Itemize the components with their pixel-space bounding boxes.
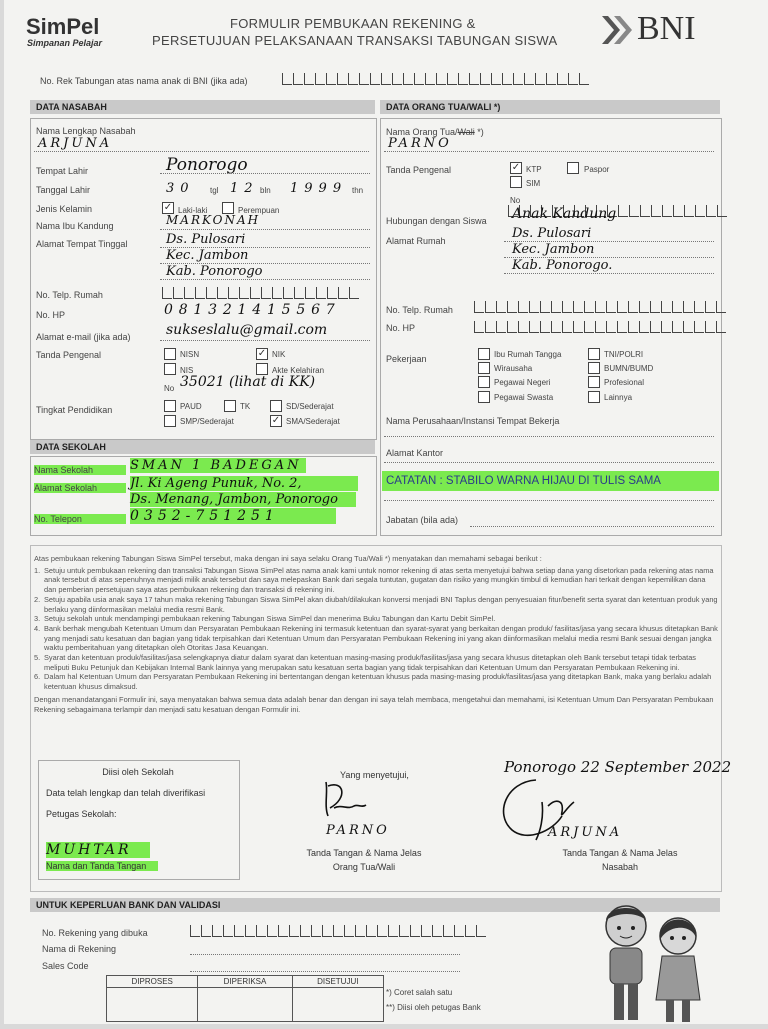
account-number-cells[interactable] [282,72,590,90]
terms-text [34,554,719,714]
parent-sign-caption-2: Orang Tua/Wali [332,862,396,872]
parent-name-value[interactable]: PARNO [388,136,452,151]
terms-item: 1. Setuju untuk pembukaan rekening dan transaksi Tabungan Siswa SimPel atas nama anak kami untuk nomor rekening di atas serta menyetujui bahwa setiap dana yang disetorkan pada rekening atas nama anak tersebut di atas sepenuhnya menjadi milik anak tersebut dan saya melepaskan Bank dari segala tuntutan, gugatan dan risiko yang mungkin timbul di kemudian hari terkait dengan kepemilikan dana dan pemberian persetujuan saya atas pembukaan rekening dan transaksi di rekening ini. [34,566,719,595]
parent-hp-label: No. HP [386,323,416,333]
job-lainnya-label: Lainnya [604,393,633,402]
parent-signature [314,778,374,824]
mother-name-label: Nama Ibu Kandung [36,221,114,231]
student-sign-caption-2: Nasabah [601,862,639,872]
edu-paud-checkbox[interactable] [164,400,176,412]
parent-name-label-prefix: Nama Orang Tua/ [386,127,458,137]
position-line [470,526,714,527]
parent-address-line3[interactable]: Kab. Ponorogo. [512,258,613,273]
job-bumn-checkbox[interactable] [588,362,600,374]
company-line [384,436,714,437]
email-value[interactable]: sukseslalu@gmail.com [166,322,328,338]
school-officer-label: Petugas Sekolah: [46,809,117,819]
edu-smp-label: SMP/Sederajat [180,417,234,426]
job-pegawai-swasta-label: Pegawai Swasta [494,393,554,402]
company-label: Nama Perusahaan/Instansi Tempat Bekerja [386,416,560,426]
job-label: Pekerjaan [386,354,427,364]
simpel-logo: SimPel [26,14,100,39]
school-name-label: Nama Sekolah [34,465,126,475]
student-printed-name[interactable]: ARJUNA [548,825,623,840]
edu-sma-label: SMA/Sederajat [286,417,340,426]
parent-id-ktp-label: KTP [526,165,542,174]
job-tni-polri-checkbox[interactable] [588,348,600,360]
agree-label: Yang menyetujui, [340,770,409,780]
col-diproses: DIPROSES [107,976,198,988]
edu-sd-checkbox[interactable] [270,400,282,412]
birth-year-value[interactable]: 1999 [290,181,348,196]
address-line3[interactable]: Kab. Ponorogo [166,264,263,279]
students-illustration [584,900,714,1024]
address-dotline-2 [160,263,370,264]
school-phone-label: No. Telepon [34,514,126,524]
parent-printed-name[interactable]: PARNO [326,823,390,838]
footnote-2: **) Diisi oleh petugas Bank [386,1003,481,1012]
gender-male-label: Laki-laki [178,206,208,215]
section-header-bank: UNTUK KEPERLUAN BANK DAN VALIDASI [30,898,720,912]
address-line1[interactable]: Ds. Pulosari [166,232,246,247]
address-dotline-1 [160,247,370,248]
parent-home-phone-label: No. Telp. Rumah [386,305,453,315]
parent-id-sim-checkbox[interactable] [510,176,522,188]
year-unit: thn [352,186,364,195]
simpel-logo-subtitle: Simpanan Pelajar [27,38,103,48]
student-sign-caption-1: Tanda Tangan & Nama Jelas [562,848,678,858]
job-wirausaha-checkbox[interactable] [478,362,490,374]
birth-month-value[interactable]: 12 [230,181,259,196]
school-box-verified: Data telah lengkap dan telah diverifikasi [46,788,206,798]
email-label: Alamat e-mail (jika ada) [36,332,131,342]
id-nik-checkbox[interactable]: ✓ [257,348,267,359]
month-unit: bln [260,186,271,195]
parent-id-paspor-checkbox[interactable] [567,162,579,174]
office-address-label: Alamat Kantor [386,448,444,458]
edu-sma-checkbox[interactable]: ✓ [271,415,281,426]
job-pegawai-swasta-checkbox[interactable] [478,391,490,403]
relation-label: Hubungan dengan Siswa [386,216,487,226]
id-akte-label: Akte Kelahiran [272,366,325,375]
birthdate-label: Tanggal Lahir [36,185,91,195]
hp-label: No. HP [36,310,66,320]
id-nis-checkbox[interactable] [164,363,176,375]
job-bumn-label: BUMN/BUMD [604,364,654,373]
mother-name-value[interactable]: MARKONAH [166,213,261,227]
terms-intro: Atas pembukaan rekening Tabungan Siswa SimPel tersebut, maka dengan ini saya selaku Orang Tua/Wali *) menyatakan dan memahami sebagai berikut : [34,554,542,563]
gender-label: Jenis Kelamin [36,204,93,214]
col-disetujui: DISETUJUI [292,976,383,988]
parent-name-line [384,151,714,152]
edu-sd-label: SD/Sederajat [286,402,334,411]
terms-item-text: Dalam hal Ketentuan Umum dan Persyaratan Pembukaan Rekening ini bertentangan dengan ketentuan khusus pada masing-masing produk/fasilitas/jasa yang ditetapkan Bank, maka yang berlaku adalah ketentuan khusus dimaksud. [44,672,712,692]
edu-smp-checkbox[interactable] [164,415,176,427]
id-nisn-checkbox[interactable] [164,348,176,360]
mother-line [160,229,370,230]
office-line-2 [384,500,714,501]
edu-tk-checkbox[interactable] [224,400,236,412]
parent-address-dotline-2 [504,257,714,258]
parent-id-sim-label: SIM [526,179,541,188]
parent-address-dotline-3 [504,273,714,274]
parent-address-dotline-1 [504,241,714,242]
birth-day-value[interactable]: 30 [166,181,195,196]
form-page [4,0,768,1024]
school-phone-value[interactable]: 0352-751251 [130,508,336,524]
id-label: Tanda Pengenal [36,350,102,360]
job-lainnya-checkbox[interactable] [588,391,600,403]
address-line2[interactable]: Kec. Jambon [166,248,249,263]
job-ibu-rumah-tangga-label: Ibu Rumah Tangga [494,350,562,359]
parent-id-paspor-label: Paspor [584,165,610,174]
cell-diperiksa[interactable] [198,988,292,1022]
terms-item-text: Setuju untuk pembukaan rekening dan transaksi Tabungan Siswa SimPel atas nama anak kami untuk nomor rekening di atas serta menyetujui bahwa setiap dana yang disetorkan pada rekening atas nama anak tersebut di atas sepenuhnya menjadi milik anak tersebut dan saya melepaskan Bank dari segala tuntutan, gugatan dan risiko yang mungkin timbul di kemudian hari terkait dengan kepemilikan dana dan pemberian persetujuan saya atas pembukaan rekening dan transaksi di rekening ini. [44,565,714,595]
birthplace-label: Tempat Lahir [36,166,89,176]
job-profesional-label: Profesional [604,378,645,387]
address-dotline-3 [160,279,370,280]
terms-item: 6. Dalam hal Ketentuan Umum dan Persyaratan Pembukaan Rekening ini bertentangan dengan ketentuan khusus pada masing-masing produk/fasilitas/jasa yang ditetapkan Bank, maka yang berlaku adalah ketentuan khusus dimaksud. [34,672,719,691]
gender-male-checkbox[interactable]: ✓ [163,202,173,213]
school-address-line1[interactable]: Jl. Ki Ageng Punuk, No. 2, [130,476,358,491]
day-unit: tgl [210,186,219,195]
section-header-ortu: DATA ORANG TUA/WALI *) [380,100,720,114]
parent-address-line1[interactable]: Ds. Pulosari [512,226,592,241]
account-number-label: No. Rek Tabungan atas nama anak di BNI (jika ada) [40,76,248,86]
job-tni-polri-label: TNI/POLRI [604,350,644,359]
col-diperiksa: DIPERIKSA [198,976,292,988]
bank-account-label: No. Rekening yang dibuka [42,928,148,938]
edu-tk-label: TK [240,402,251,411]
job-wirausaha-label: Wirausaha [494,364,533,373]
student-name-value[interactable]: ARJUNA [38,136,113,151]
job-pegawai-negeri-checkbox[interactable] [478,376,490,388]
parent-name-label-suffix: *) [474,127,484,137]
id-nik-label: NIK [272,350,286,359]
job-ibu-rumah-tangga-checkbox[interactable] [478,348,490,360]
school-address-line2[interactable]: Ds. Menang, Jambon, Ponorogo [130,492,356,507]
id-nisn-label: NISN [180,350,200,359]
section-header-sekolah: DATA SEKOLAH [30,440,375,454]
parent-home-phone-cells[interactable] [474,300,727,318]
processing-table [106,975,384,1022]
id-number-value[interactable]: 35021 (lihat di KK) [180,374,316,390]
parent-address-line2[interactable]: Kec. Jambon [512,242,595,257]
home-phone-label: No. Telp. Rumah [36,290,103,300]
form-title-line2: PERSETUJUAN PELAKSANAAN TRANSAKSI TABUNGAN SISWA [152,33,558,48]
parent-hp-cells[interactable] [474,320,727,338]
terms-item: 5. Syarat dan ketentuan produk/fasilitas/jasa selengkapnya diatur dalam syarat dan ketentuan masing-masing produk/fasilitas/jasa yang secara khusus ditetapkan oleh Bank tersebut tetapi tidak terbatas meliputi Buku Petunjuk dan Kebijakan Internal Bank lainnya yang merupakan satu kesatuan serta bagian yang tidak terpisahkan dari Ketentuan Umum dan Persyaratan Pembukaan Rekening ini. [34,653,719,672]
birthplace-line [160,173,370,174]
id-nis-label: NIS [180,366,194,375]
position-label: Jabatan (bila ada) [386,515,459,525]
name-label: Nama Lengkap Nasabah [36,126,136,136]
birthplace-value[interactable]: Ponorogo [166,155,248,175]
form-title-line1: FORMULIR PEMBUKAAN REKENING & [230,16,476,31]
relation-value[interactable]: Anak Kandung [512,206,617,222]
job-pegawai-negeri-label: Pegawai Negeri [494,378,551,387]
parent-id-label: Tanda Pengenal [386,165,452,175]
parent-id-ktp-checkbox[interactable]: ✓ [511,162,521,173]
job-profesional-checkbox[interactable] [588,376,600,388]
parent-name-label-wali: Wali [457,127,475,137]
terms-item-text: Setuju sekolah untuk mendampingi pembukaan rekening Tabungan Siswa SimPel dan menerima Buku Tabungan dan Kartu Debit SimPel. [44,614,496,624]
bank-account-cells[interactable] [190,924,487,942]
terms-item-text: Setuju apabila usia anak saya 17 tahun maka rekening Tabungan Siswa SimPel akan diubah/dilakukan konversi menjadi BNI Taplus dengan penyesuaian fitur/benefit serta syarat dan ketentuan produk yang berlaku yang diinformasikan melalui media resmi Bank. [44,594,718,614]
parent-sign-caption-1: Tanda Tangan & Nama Jelas [306,848,422,858]
bank-name-label: Nama di Rekening [42,944,117,954]
bank-name-line [190,954,460,955]
cell-diproses[interactable] [107,988,198,1022]
highlight-note: CATATAN : STABILO WARNA HIJAU DI TULIS SAMA [382,471,719,491]
parent-id-no-label: No [510,196,521,205]
place-date-value[interactable]: Ponorogo 22 September 2022 [504,758,732,776]
sales-code-line [190,971,460,972]
footnote-1: *) Coret salah satu [386,988,453,997]
address-label: Alamat Tempat Tinggal [36,239,128,249]
school-name-value[interactable]: SMAN 1 BADEGAN [130,458,306,473]
email-line [160,340,370,341]
section-header-nasabah: DATA NASABAH [30,100,375,114]
school-box-title: Diisi oleh Sekolah [102,767,174,777]
id-number-label: No [164,384,175,393]
hp-value[interactable]: 081321415567 [164,302,341,318]
office-line [384,462,714,463]
cell-disetujui[interactable] [292,988,383,1022]
terms-closing: Dengan menandatangani Formulir ini, saya menyatakan bahwa semua data adalah benar dan dengan ini saya telah membaca, mengetahui dan memahami, isi Ketentuan Umum Dan Persyaratan Pembukaan Rekening sebagaimana terlampir dan menjadi satu kesatuan dengan Formulir ini. [34,694,714,714]
school-officer-caption: Nama dan Tanda Tangan [46,861,158,871]
bni-logo-icon [600,14,634,46]
terms-item-text: Syarat dan ketentuan produk/fasilitas/jasa selengkapnya diatur dalam syarat dan ketentuan masing-masing produk/fasilitas/jasa yang secara khusus ditetapkan oleh Bank tersebut tetapi tidak terbatas meliputi Buku Petunjuk dan Kebijakan Internal Bank lainnya yang merupakan satu kesatuan serta bagian yang tidak terpisahkan dari Ketentuan Umum dan Persyaratan Pembukaan Rekening ini. [44,653,696,672]
sales-code-label: Sales Code [42,961,89,971]
name-line [34,151,369,152]
school-address-label: Alamat Sekolah [34,483,126,493]
terms-item-text: Bank berhak mengubah Ketentuan Umum dan Persyaratan Pembukaan Rekening ini termasuk ketentuan dan syarat-syarat yang berkaitan dengan produk/ fasilitas/jasa yang secara khusus ditetapkan Bank yang menjadi satu kesatuan dan bagian yang tidak terpisahkan dari Ketentuan Umum dan Persyaratan Pembukaan Rekening ini yang akan diinformasikan melalui media resmi Bank sesuai dengan jangka waktu pemberitahuan yang ditetapkan oleh Otoritas Jasa Keuangan. [44,623,718,653]
school-officer-name[interactable]: MUHTAR [46,842,150,858]
gender-female-label: Perempuan [238,206,280,215]
terms-item: 3. Setuju sekolah untuk mendampingi pembukaan rekening Tabungan Siswa SimPel dan menerima Buku Tabungan dan Kartu Debit SimPel. [34,614,496,624]
parent-address-label: Alamat Rumah [386,236,446,246]
terms-item: 4. Bank berhak mengubah Ketentuan Umum dan Persyaratan Pembukaan Rekening ini termasuk ketentuan dan syarat-syarat yang berkaitan dengan produk/ fasilitas/jasa yang secara khusus ditetapkan Bank yang menjadi satu kesatuan dan bagian yang tidak terpisahkan dari Ketentuan Umum dan Persyaratan Pembukaan Rekening ini yang akan diinformasikan melalui media resmi Bank sesuai dengan jangka waktu pemberitahuan yang ditetapkan oleh Otoritas Jasa Keuangan. [34,623,718,653]
terms-item: 2. Setuju apabila usia anak saya 17 tahun maka rekening Tabungan Siswa SimPel akan diubah/dilakukan konversi menjadi BNI Taplus dengan penyesuaian fitur/benefit serta syarat dan ketentuan produk yang berlaku yang diinformasikan melalui media resmi Bank. [34,594,718,614]
bni-logo-text: BNI [637,10,696,47]
education-label: Tingkat Pendidikan [36,405,113,415]
edu-paud-label: PAUD [180,402,202,411]
